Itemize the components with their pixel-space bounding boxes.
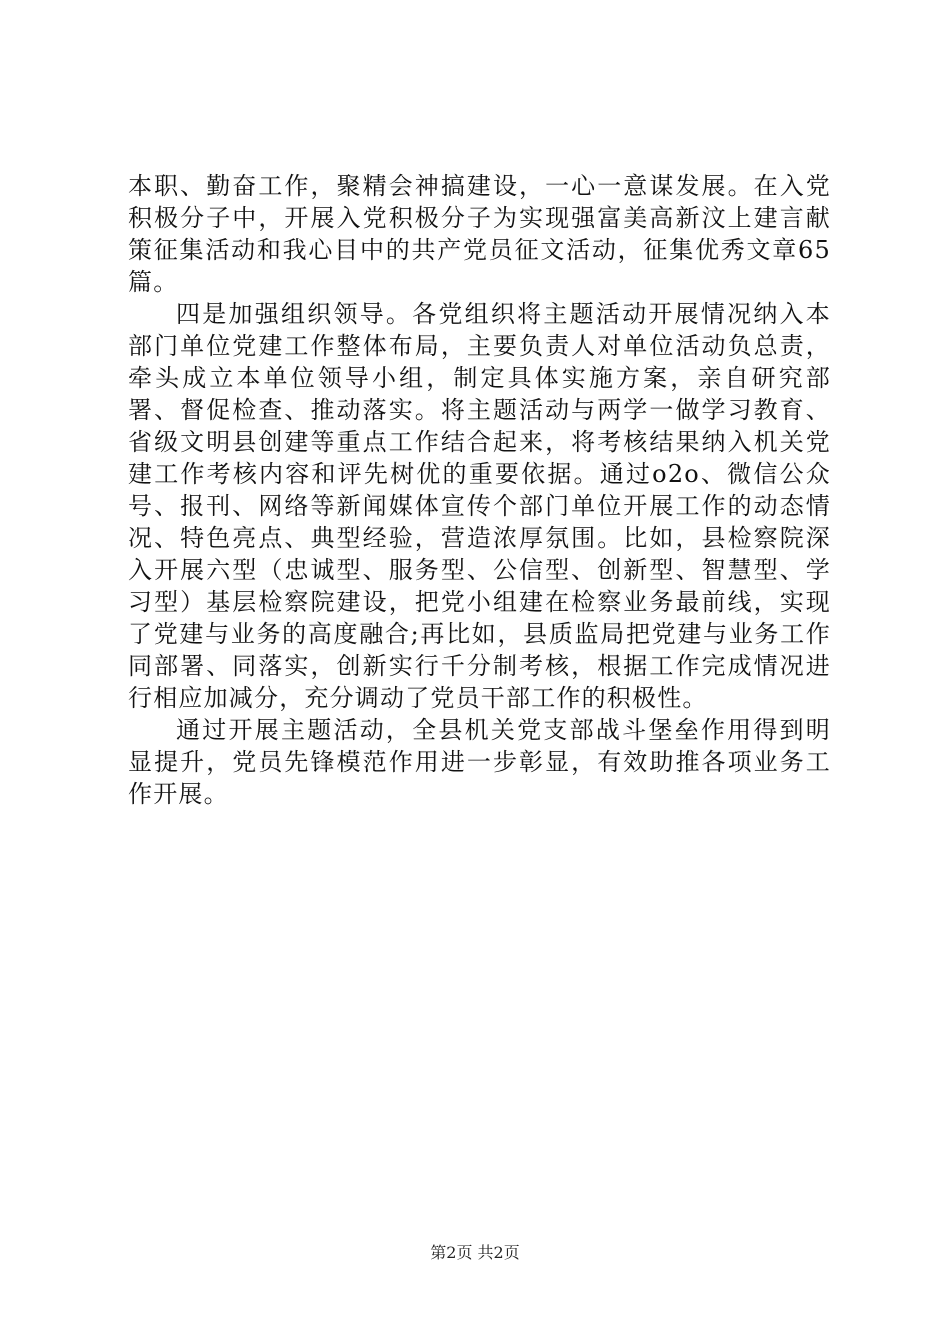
- paragraph-1: 本职、勤奋工作，聚精会神搞建设，一心一意谋发展。在入党积极分子中，开展入党积极分子为实现强富美高新汶上建言献策征集活动和我心目中的共产党员征文活动，征集优秀文章65篇。: [128, 172, 831, 296]
- paragraph-2: 四是加强组织领导。各党组织将主题活动开展情况纳入本部门单位党建工作整体布局，主要负责人对单位活动负总责，牵头成立本单位领导小组，制定具体实施方案，亲自研究部署、督促检查、推动落实。将主题活动与两学一做学习教育、省级文明县创建等重点工作结合起来，将考核结果纳入机关党建工作考核内容和评先树优的重要依据。通过o2o、微信公众号、报刊、网络等新闻媒体宣传个部门单位开展工作的动态情况、特色亮点、典型经验，营造浓厚氛围。比如，县检察院深入开展六型（忠诚型、服务型、公信型、创新型、智慧型、学习型）基层检察院建设，把党小组建在检察业务最前线，实现了党建与业务的高度融合;再比如，县质监局把党建与业务工作同部署、同落实，创新实行千分制考核，根据工作完成情况进行相应加减分，充分调动了党员干部工作的积极性。: [128, 300, 831, 712]
- paragraph-3: 通过开展主题活动，全县机关党支部战斗堡垒作用得到明显提升，党员先锋模范作用进一步彰显，有效助推各项业务工作开展。: [128, 716, 831, 808]
- document-body: [128, 170, 831, 810]
- page-number-footer: 第2页 共2页: [430, 1243, 520, 1262]
